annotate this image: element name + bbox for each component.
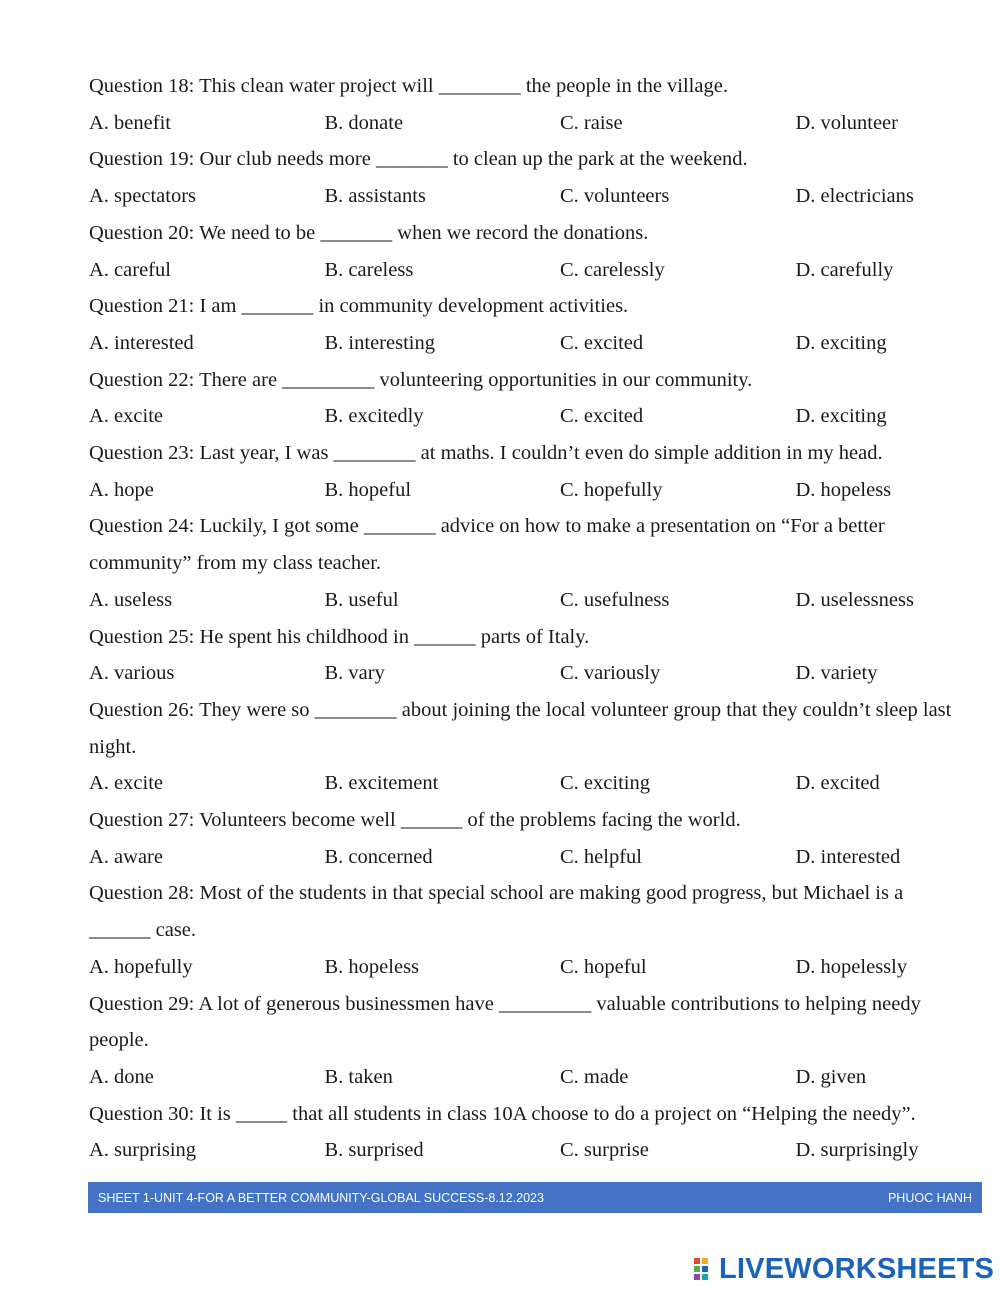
answer-option[interactable]: C. helpful: [560, 845, 642, 868]
question-block: [89, 802, 969, 875]
answer-option[interactable]: C. exciting: [560, 772, 650, 795]
answer-option[interactable]: D. carefully: [795, 258, 894, 281]
question-text: Question 22: There are _________ volunteering opportunities in our community.: [89, 368, 753, 391]
answer-options: [89, 1132, 969, 1169]
answer-options: [89, 105, 969, 142]
question-block: [89, 692, 969, 802]
answer-option[interactable]: C. hopeful: [560, 955, 647, 978]
answer-option[interactable]: B. vary: [324, 662, 385, 685]
answer-options: [89, 252, 969, 289]
answer-option[interactable]: C. surprise: [560, 1139, 649, 1162]
worksheet-content: [89, 68, 969, 1169]
answer-option[interactable]: B. donate: [324, 111, 404, 134]
question-block: [89, 362, 969, 435]
question-text: Question 30: It is _____ that all students in class 10A choose to do a project on “Helping the needy”.: [89, 1102, 916, 1125]
question-text: Question 20: We need to be _______ when we record the donations.: [89, 221, 649, 244]
question-text: Question 18: This clean water project will ________ the people in the village.: [89, 75, 728, 97]
answer-options: [89, 949, 969, 986]
question-text: Question 24: Luckily, I got some _______ advice on how to make a presentation on “For a better community” from my class teacher.: [89, 515, 885, 575]
answer-option[interactable]: D. electricians: [795, 185, 914, 208]
question-text: Question 19: Our club needs more _______ to clean up the park at the weekend.: [89, 148, 748, 171]
answer-option[interactable]: C. hopefully: [560, 478, 663, 501]
answer-option[interactable]: C. excited: [560, 405, 644, 428]
answer-option[interactable]: A. aware: [89, 845, 163, 868]
answer-option[interactable]: C. excited: [560, 331, 644, 354]
question-block: [89, 986, 969, 1096]
answer-options: [89, 1059, 969, 1096]
answer-option[interactable]: C. volunteers: [560, 185, 670, 208]
question-text: Question 29: A lot of generous businessmen have _________ valuable contributions to helping needy people.: [89, 992, 921, 1052]
answer-option[interactable]: A. done: [89, 1065, 154, 1088]
answer-option[interactable]: B. useful: [324, 588, 399, 611]
answer-options: [89, 398, 969, 435]
answer-option[interactable]: B. hopeful: [324, 478, 412, 501]
answer-option[interactable]: B. assistants: [324, 185, 426, 208]
liveworksheets-mark-icon: [694, 1256, 716, 1282]
question-text: Question 23: Last year, I was ________ at maths. I couldn’t even do simple addition in my head.: [89, 442, 883, 465]
footer-author: PHUOC HANH: [887, 1190, 972, 1205]
question-text: Question 28: Most of the students in that special school are making good progress, but Michael is a ______ case.: [89, 882, 904, 942]
answer-option[interactable]: B. concerned: [324, 845, 433, 868]
answer-option[interactable]: D. volunteer: [795, 111, 898, 134]
answer-option[interactable]: B. hopeless: [324, 955, 420, 978]
liveworksheets-logo[interactable]: [694, 1252, 994, 1286]
answer-option[interactable]: A. surprising: [89, 1139, 197, 1162]
answer-options: [89, 765, 969, 802]
answer-option[interactable]: A. excite: [89, 772, 163, 795]
footer-sheet-title: SHEET 1-UNIT 4-FOR A BETTER COMMUNITY-GLOBAL SUCCESS-8.12.2023: [98, 1190, 544, 1205]
answer-option[interactable]: A. benefit: [89, 111, 171, 134]
answer-option[interactable]: D. exciting: [795, 331, 887, 354]
question-text: Question 27: Volunteers become well ______ of the problems facing the world.: [89, 809, 741, 832]
answer-option[interactable]: A. hopefully: [89, 955, 193, 978]
answer-options: [89, 582, 969, 619]
liveworksheets-wordmark: LIVEWORKSHEETS: [719, 1252, 995, 1285]
question-text: Question 21: I am _______ in community development activities.: [89, 295, 629, 318]
answer-option[interactable]: B. excitedly: [324, 405, 424, 428]
question-text: Question 26: They were so ________ about joining the local volunteer group that they couldn’t sleep last night.: [89, 698, 952, 758]
question-block: [89, 141, 969, 214]
question-block: [89, 288, 969, 361]
answer-option[interactable]: D. hopelessly: [795, 955, 908, 978]
question-block: [89, 619, 969, 692]
answer-option[interactable]: C. made: [560, 1065, 629, 1088]
answer-option[interactable]: D. hopeless: [795, 478, 892, 501]
answer-option[interactable]: A. spectators: [89, 185, 197, 208]
answer-option[interactable]: A. useless: [89, 588, 173, 611]
answer-option[interactable]: B. taken: [324, 1065, 393, 1088]
answer-option[interactable]: C. carelessly: [560, 258, 665, 281]
answer-option[interactable]: A. interested: [89, 331, 194, 354]
answer-option[interactable]: A. various: [89, 662, 175, 685]
answer-option[interactable]: B. careless: [324, 258, 414, 281]
answer-option[interactable]: B. interesting: [324, 331, 435, 354]
answer-option[interactable]: D. uselessness: [795, 588, 914, 611]
answer-option[interactable]: C. variously: [560, 662, 661, 685]
answer-options: [89, 178, 969, 215]
answer-options: [89, 839, 969, 876]
answer-option[interactable]: A. excite: [89, 405, 163, 428]
answer-option[interactable]: D. given: [795, 1065, 867, 1088]
answer-options: [89, 472, 969, 509]
answer-option[interactable]: C. raise: [560, 111, 623, 134]
question-block: [89, 435, 969, 508]
answer-option[interactable]: C. usefulness: [560, 588, 670, 611]
answer-option[interactable]: A. hope: [89, 478, 154, 501]
answer-option[interactable]: D. variety: [795, 662, 878, 685]
answer-option[interactable]: D. exciting: [795, 405, 887, 428]
answer-option[interactable]: D. interested: [795, 845, 901, 868]
question-block: [89, 875, 969, 985]
answer-option[interactable]: D. surprisingly: [795, 1139, 919, 1162]
question-text: Question 25: He spent his childhood in ______ parts of Italy.: [89, 625, 590, 648]
question-block: [89, 68, 969, 141]
answer-options: [89, 655, 969, 692]
answer-option[interactable]: B. excitement: [324, 772, 439, 795]
question-block: [89, 215, 969, 288]
question-block: [89, 1096, 969, 1169]
answer-option[interactable]: A. careful: [89, 258, 171, 281]
answer-option[interactable]: B. surprised: [324, 1139, 424, 1162]
page-footer: [88, 1182, 982, 1213]
answer-option[interactable]: D. excited: [795, 772, 880, 795]
answer-options: [89, 325, 969, 362]
question-block: [89, 508, 969, 618]
